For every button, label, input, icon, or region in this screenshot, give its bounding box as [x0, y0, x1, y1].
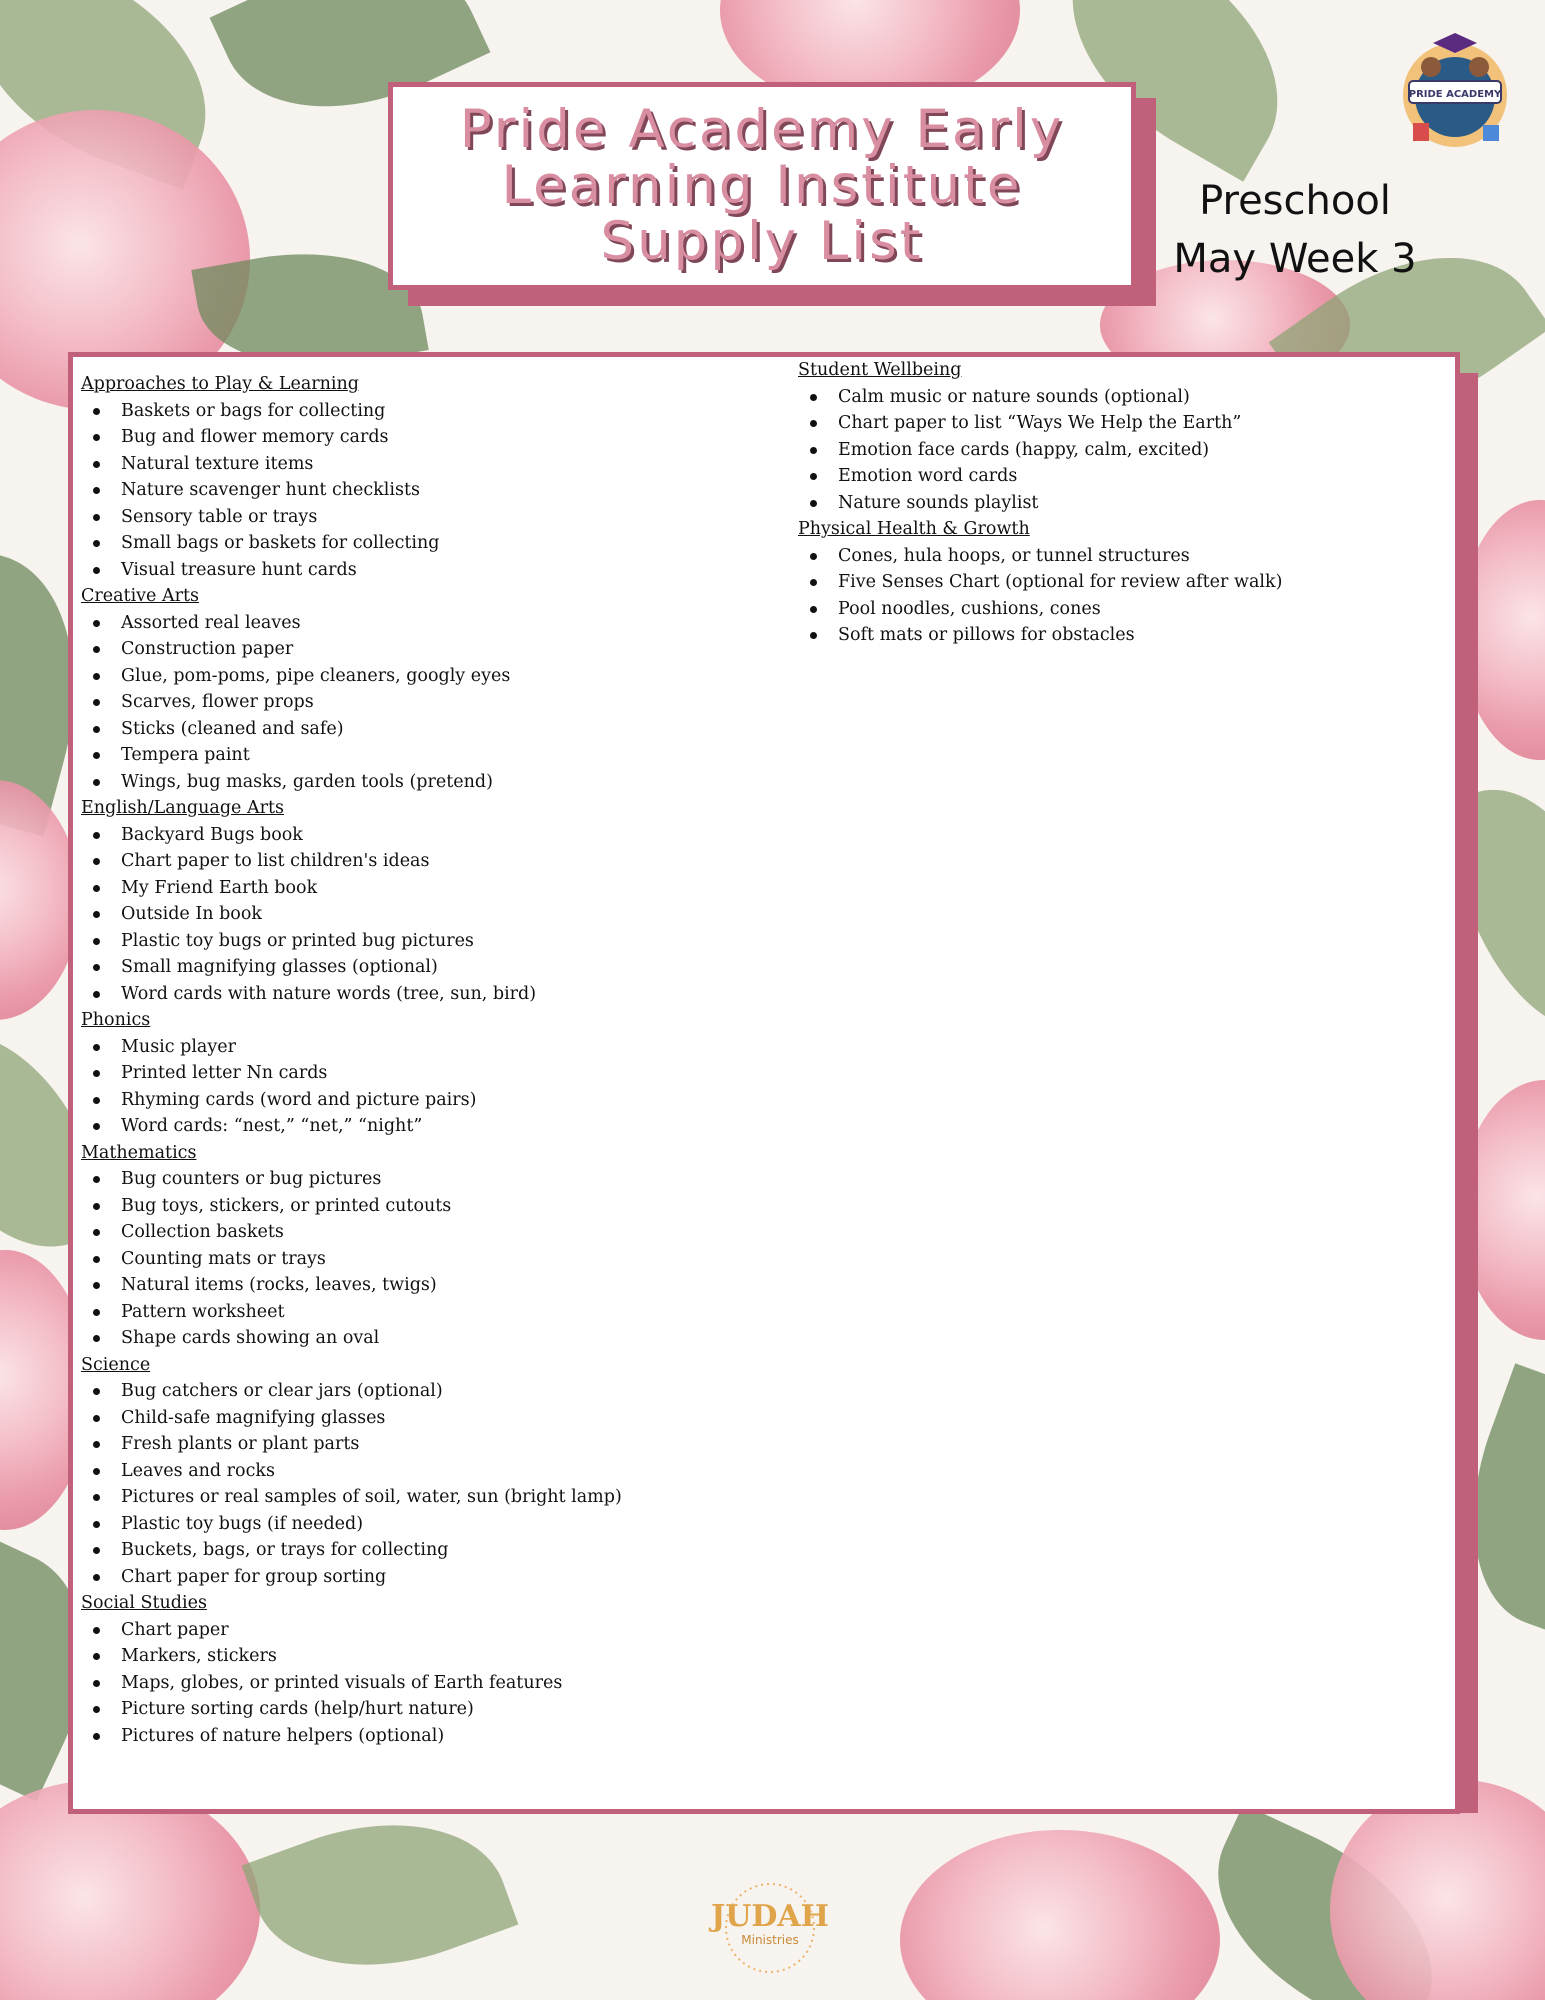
list-item: Plastic toy bugs (if needed) — [121, 1511, 781, 1538]
grade-week-label — [1160, 172, 1430, 288]
title-box — [388, 82, 1136, 290]
list-item: Pictures of nature helpers (optional) — [121, 1723, 781, 1750]
list-item: Picture sorting cards (help/hurt nature) — [121, 1696, 781, 1723]
supply-list — [81, 398, 781, 584]
leaf-decoration — [242, 1783, 519, 2000]
list-item: Small magnifying glasses (optional) — [121, 954, 781, 981]
list-item: Printed letter Nn cards — [121, 1060, 781, 1087]
section-title: Creative Arts — [81, 586, 199, 606]
list-item: Tempera paint — [121, 742, 781, 769]
school-logo-icon — [1385, 15, 1525, 155]
list-item: Nature sounds playlist — [838, 490, 1438, 517]
list-item: Bug toys, stickers, or printed cutouts — [121, 1193, 781, 1220]
list-item: Natural items (rocks, leaves, twigs) — [121, 1272, 781, 1299]
list-item: Five Senses Chart (optional for review after walk) — [838, 569, 1438, 596]
list-item: Wings, bug masks, garden tools (pretend) — [121, 769, 781, 796]
list-item: Bug and flower memory cards — [121, 424, 781, 451]
list-item: Emotion word cards — [838, 463, 1438, 490]
list-item: Shape cards showing an oval — [121, 1325, 781, 1352]
list-item: Bug counters or bug pictures — [121, 1166, 781, 1193]
left-column — [81, 371, 781, 1749]
section-title: Social Studies — [81, 1593, 207, 1613]
section-title: English/Language Arts — [81, 798, 284, 818]
list-item: Chart paper for group sorting — [121, 1564, 781, 1591]
list-item: Glue, pom-poms, pipe cleaners, googly eyes — [121, 663, 781, 690]
list-item: Markers, stickers — [121, 1643, 781, 1670]
list-item: Buckets, bags, or trays for collecting — [121, 1537, 781, 1564]
section-title: Science — [81, 1354, 151, 1375]
section-title: Approaches to Play & Learning — [81, 374, 359, 394]
supply-list — [81, 610, 781, 796]
list-item: Music player — [121, 1034, 781, 1061]
list-item: Word cards with nature words (tree, sun, bird) — [121, 981, 781, 1008]
list-item: Chart paper to list “Ways We Help the Earth” — [838, 410, 1438, 437]
supply-list — [81, 822, 781, 1008]
list-item: Bug catchers or clear jars (optional) — [121, 1378, 781, 1405]
list-item: My Friend Earth book — [121, 875, 781, 902]
list-item: Counting mats or trays — [121, 1246, 781, 1273]
list-item: Sensory table or trays — [121, 504, 781, 531]
list-item: Outside In book — [121, 901, 781, 928]
list-item: Chart paper — [121, 1617, 781, 1644]
list-item: Calm music or nature sounds (optional) — [838, 384, 1438, 411]
list-item: Plastic toy bugs or printed bug pictures — [121, 928, 781, 955]
list-item: Fresh plants or plant parts — [121, 1431, 781, 1458]
list-item: Leaves and rocks — [121, 1458, 781, 1485]
section-title: Physical Health & Growth — [798, 519, 1030, 539]
footer-logo-text: JUDAH — [711, 1899, 829, 1934]
list-item: Child-safe magnifying glasses — [121, 1405, 781, 1432]
list-item: Nature scavenger hunt checklists — [121, 477, 781, 504]
grade-label: Preschool — [1199, 178, 1391, 224]
supply-list — [798, 384, 1438, 517]
page-title — [459, 99, 1065, 272]
section-title: Phonics — [81, 1010, 151, 1030]
supply-list — [81, 1378, 781, 1590]
list-item: Scarves, flower props — [121, 689, 781, 716]
footer-logo-subtext: Ministries — [741, 1933, 799, 1947]
list-item: Cones, hula hoops, or tunnel structures — [838, 543, 1438, 570]
section-title: Mathematics — [81, 1142, 197, 1163]
supply-list — [81, 1617, 781, 1750]
rose-decoration — [900, 1830, 1220, 2000]
section-title: Student Wellbeing — [798, 360, 962, 380]
list-item: Baskets or bags for collecting — [121, 398, 781, 425]
list-item: Assorted real leaves — [121, 610, 781, 637]
list-item: Emotion face cards (happy, calm, excited) — [838, 437, 1438, 464]
title-line: Learning Institute — [501, 155, 1023, 216]
title-line: Pride Academy Early — [459, 99, 1065, 160]
list-item: Chart paper to list children's ideas — [121, 848, 781, 875]
list-item: Collection baskets — [121, 1219, 781, 1246]
title-line: Supply List — [600, 211, 924, 272]
week-label: May Week 3 — [1173, 236, 1417, 282]
supply-list — [81, 1166, 781, 1352]
list-item: Soft mats or pillows for obstacles — [838, 622, 1438, 649]
list-item: Visual treasure hunt cards — [121, 557, 781, 584]
supply-list-panel — [68, 352, 1460, 1814]
list-item: Rhyming cards (word and picture pairs) — [121, 1087, 781, 1114]
right-column — [798, 357, 1438, 649]
list-item: Word cards: “nest,” “net,” “night” — [121, 1113, 781, 1140]
list-item: Small bags or baskets for collecting — [121, 530, 781, 557]
list-item: Backyard Bugs book — [121, 822, 781, 849]
judah-logo-icon — [690, 1878, 850, 1978]
logo-text: PRIDE ACADEMY — [1408, 89, 1502, 100]
supply-list — [798, 543, 1438, 649]
list-item: Construction paper — [121, 636, 781, 663]
list-item: Pattern worksheet — [121, 1299, 781, 1326]
list-item: Pictures or real samples of soil, water, sun (bright lamp) — [121, 1484, 781, 1511]
list-item: Maps, globes, or printed visuals of Earth features — [121, 1670, 781, 1697]
list-item: Pool noodles, cushions, cones — [838, 596, 1438, 623]
list-item: Sticks (cleaned and safe) — [121, 716, 781, 743]
supply-list — [81, 1034, 781, 1140]
list-item: Natural texture items — [121, 451, 781, 478]
